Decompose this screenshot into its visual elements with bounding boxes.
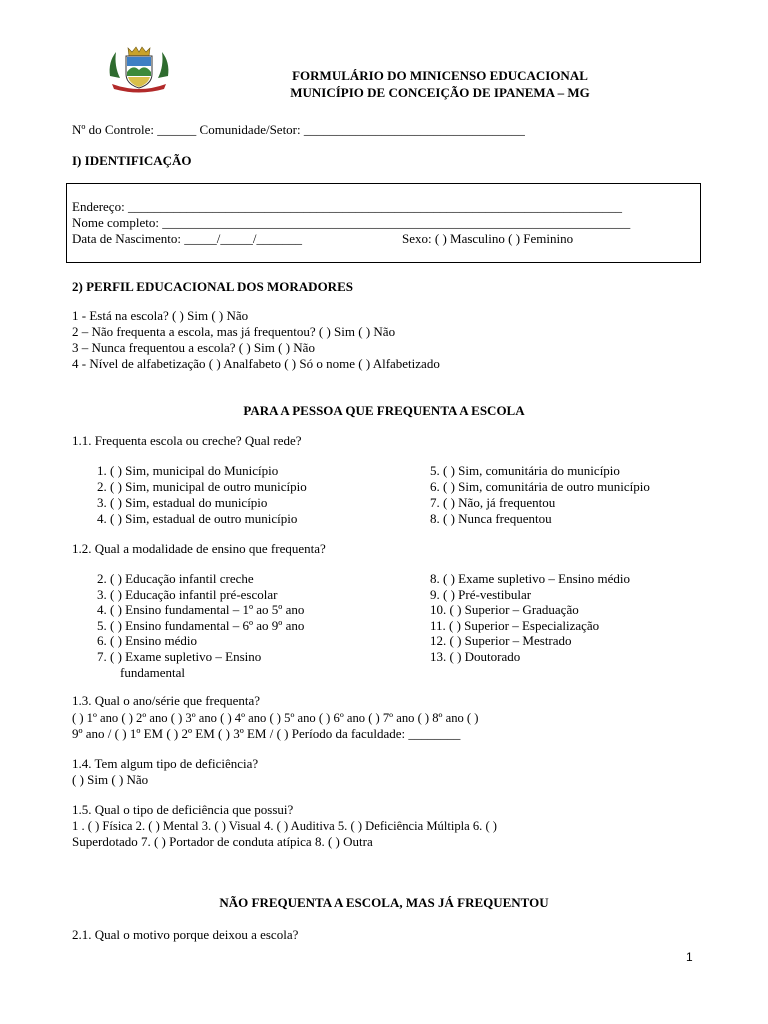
full-name-field: Nome completo: ________________________________________________________________________ [72, 215, 631, 230]
option-1-2-11: 11. ( ) Superior – Especialização [430, 618, 600, 633]
profile-question-4: 4 - Nível de alfabetização ( ) Analfabeto ( ) Só o nome ( ) Alfabetizado [72, 356, 440, 371]
municipal-coat-of-arms-icon [106, 44, 172, 94]
disability-type-line1: 1 . ( ) Física 2. ( ) Mental 3. ( ) Visual 4. ( ) Auditiva 5. ( ) Deficiência Múltipla 6. ( ) [72, 819, 497, 833]
option-1-1-3: 3. ( ) Sim, estadual do município [97, 495, 268, 510]
option-1-2-4: 4. ( ) Ensino fundamental – 1º ao 5º ano [97, 602, 305, 617]
grade-options-line1: ( ) 1º ano ( ) 2º ano ( ) 3º ano ( ) 4º ano ( ) 5º ano ( ) 6º ano ( ) 7º ano ( ) 8º ano ( ) [72, 711, 479, 725]
sex-field: Sexo: ( ) Masculino ( ) Feminino [402, 231, 574, 246]
section-attends-school-heading: PARA A PESSOA QUE FREQUENTA A ESCOLA [243, 403, 525, 418]
disability-type-line2: Superdotado 7. ( ) Portador de conduta atípica 8. ( ) Outra [72, 834, 373, 849]
option-1-2-8: 8. ( ) Exame supletivo – Ensino médio [430, 571, 631, 586]
option-1-1-2: 2. ( ) Sim, municipal de outro município [97, 479, 307, 494]
option-1-1-8: 8. ( ) Nunca frequentou [430, 511, 552, 526]
form-title-line2: MUNICÍPIO DE CONCEIÇÃO DE IPANEMA – MG [290, 85, 590, 100]
option-1-2-12: 12. ( ) Superior – Mestrado [430, 633, 572, 648]
control-number-line: Nº do Controle: ______ Comunidade/Setor: __________________________________ [72, 122, 525, 137]
question-1-4: 1.4. Tem algum tipo de deficiência? [72, 756, 259, 771]
section-left-school-heading: NÃO FREQUENTA A ESCOLA, MAS JÁ FREQUENTOU [219, 895, 549, 910]
option-1-1-7: 7. ( ) Não, já frequentou [430, 495, 556, 510]
option-1-2-13: 13. ( ) Doutorado [430, 649, 521, 664]
question-1-1: 1.1. Frequenta escola ou creche? Qual rede? [72, 433, 302, 448]
option-1-1-4: 4. ( ) Sim, estadual de outro município [97, 511, 298, 526]
option-1-2-7-continuation: fundamental [120, 665, 185, 680]
option-1-1-6: 6. ( ) Sim, comunitária de outro município [430, 479, 650, 494]
form-title-line1: FORMULÁRIO DO MINICENSO EDUCACIONAL [292, 68, 588, 83]
section-identification-heading: I) IDENTIFICAÇÃO [72, 153, 192, 168]
grade-options-line2: 9º ano / ( ) 1º EM ( ) 2º EM ( ) 3º EM / ( ) Período da faculdade: ________ [72, 726, 461, 741]
option-1-2-3: 3. ( ) Educação infantil pré-escolar [97, 587, 278, 602]
question-1-3: 1.3. Qual o ano/série que frequenta? [72, 693, 261, 708]
option-1-2-5: 5. ( ) Ensino fundamental – 6º ao 9º ano [97, 618, 305, 633]
profile-question-2: 2 – Não frequenta a escola, mas já frequentou? ( ) Sim ( ) Não [72, 324, 396, 339]
address-field: Endereço: ____________________________________________________________________________ [72, 199, 622, 214]
profile-question-1: 1 - Está na escola? ( ) Sim ( ) Não [72, 308, 249, 323]
option-1-2-10: 10. ( ) Superior – Graduação [430, 602, 579, 617]
option-1-1-5: 5. ( ) Sim, comunitária do município [430, 463, 620, 478]
profile-question-3: 3 – Nunca frequentou a escola? ( ) Sim ( ) Não [72, 340, 315, 355]
option-1-2-7: 7. ( ) Exame supletivo – Ensino [97, 649, 262, 664]
option-1-2-6: 6. ( ) Ensino médio [97, 633, 198, 648]
option-1-1-1: 1. ( ) Sim, municipal do Município [97, 463, 279, 478]
section-educational-profile-heading: 2) PERFIL EDUCACIONAL DOS MORADORES [72, 279, 353, 294]
question-1-5: 1.5. Qual o tipo de deficiência que possui? [72, 802, 294, 817]
question-2-1: 2.1. Qual o motivo porque deixou a escola? [72, 927, 299, 942]
page-number: 1 [686, 950, 693, 964]
disability-yes-no: ( ) Sim ( ) Não [72, 772, 149, 787]
question-1-2: 1.2. Qual a modalidade de ensino que frequenta? [72, 541, 326, 556]
option-1-2-2: 2. ( ) Educação infantil creche [97, 571, 254, 586]
birth-date-field: Data de Nascimento: _____/_____/_______ [72, 231, 302, 246]
option-1-2-9: 9. ( ) Pré-vestibular [430, 587, 532, 602]
